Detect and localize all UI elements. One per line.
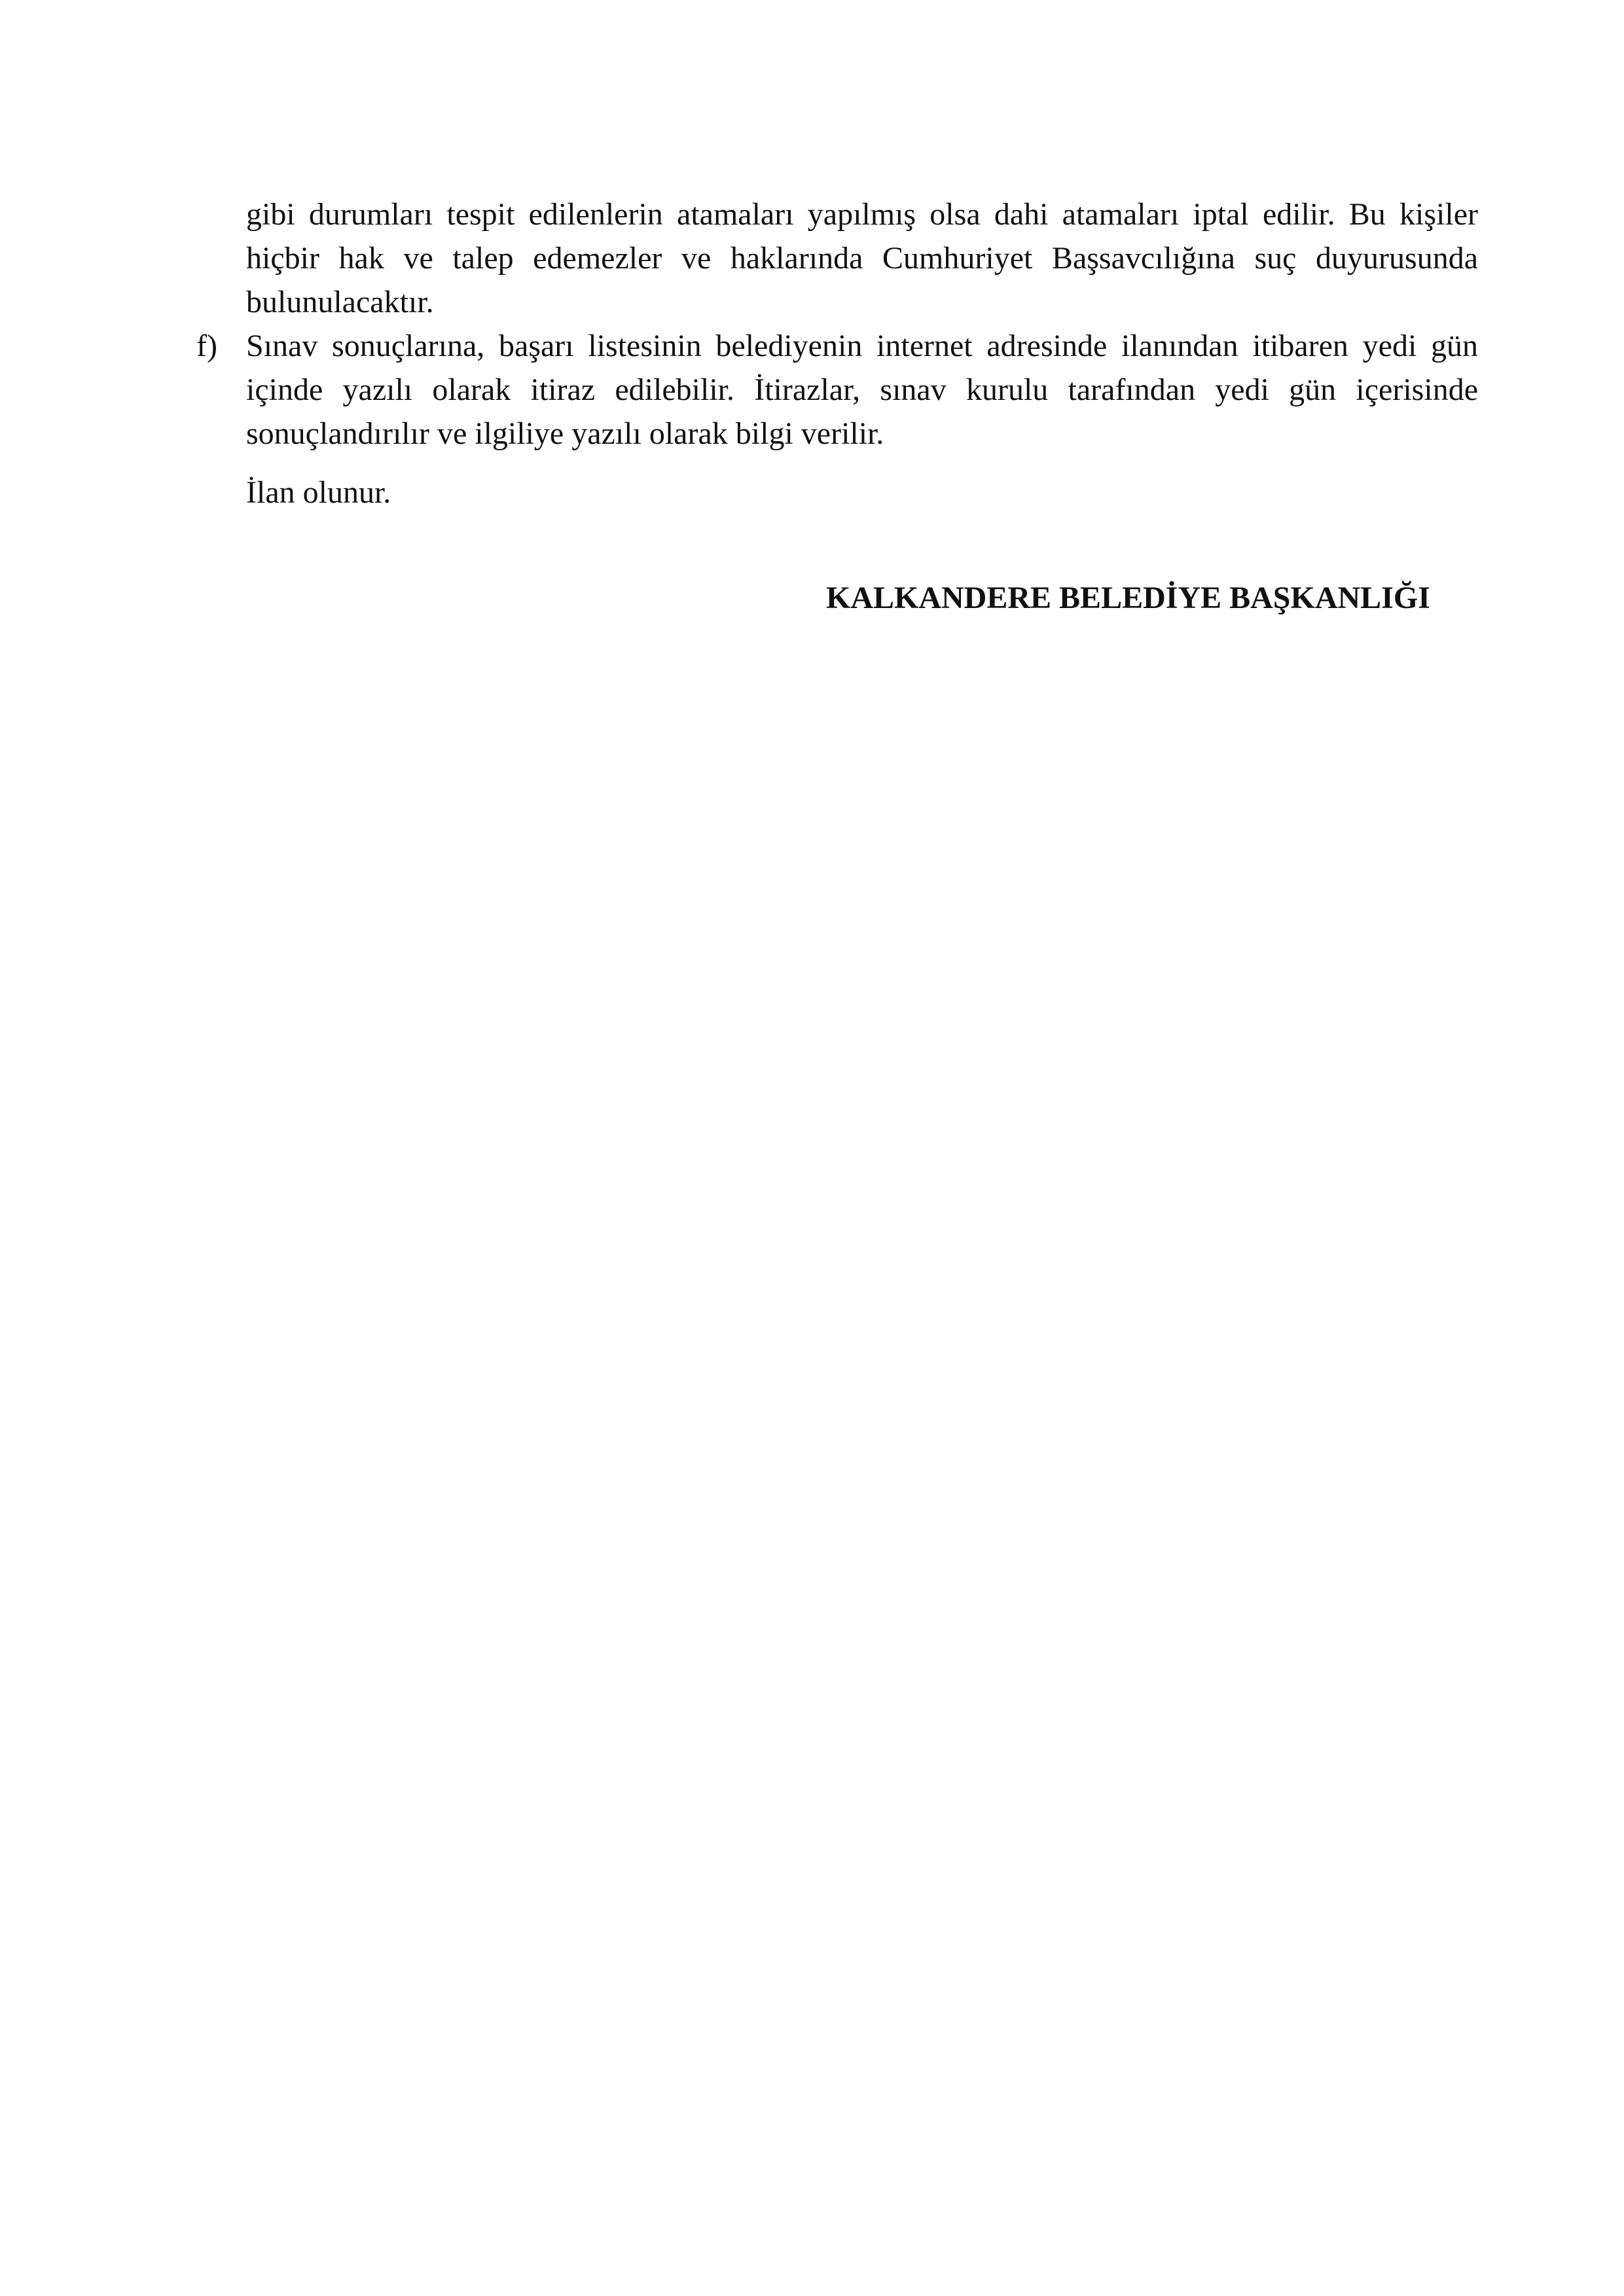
- continuation-paragraph: [246, 192, 1478, 324]
- list-item-marker: f): [196, 329, 217, 363]
- list-item-f: [196, 324, 1478, 456]
- closing-line: İlan olunur.: [246, 475, 391, 510]
- list-item-text: Sınav sonuçlarına, başarı listesinin belediyenin internet adresinde ilanından itibaren yedi gün içinde yazılı olarak itiraz edilebilir. İtirazlar, sınav kurulu tarafından yedi gün içerisinde sonuçlandırılır ve ilgiliye yazılı olarak bilgi verilir.: [246, 329, 1478, 451]
- continuation-text: gibi durumları tespit edilenlerin atamaları yapılmış olsa dahi atamaları iptal edilir. Bu kişiler hiçbir hak ve talep edemezler ve haklarında Cumhuriyet Başsavcılığına suç duyurusunda bulunulacaktır.: [246, 197, 1478, 319]
- signature-block: KALKANDERE BELEDİYE BAŞKANLIĞI: [826, 581, 1430, 615]
